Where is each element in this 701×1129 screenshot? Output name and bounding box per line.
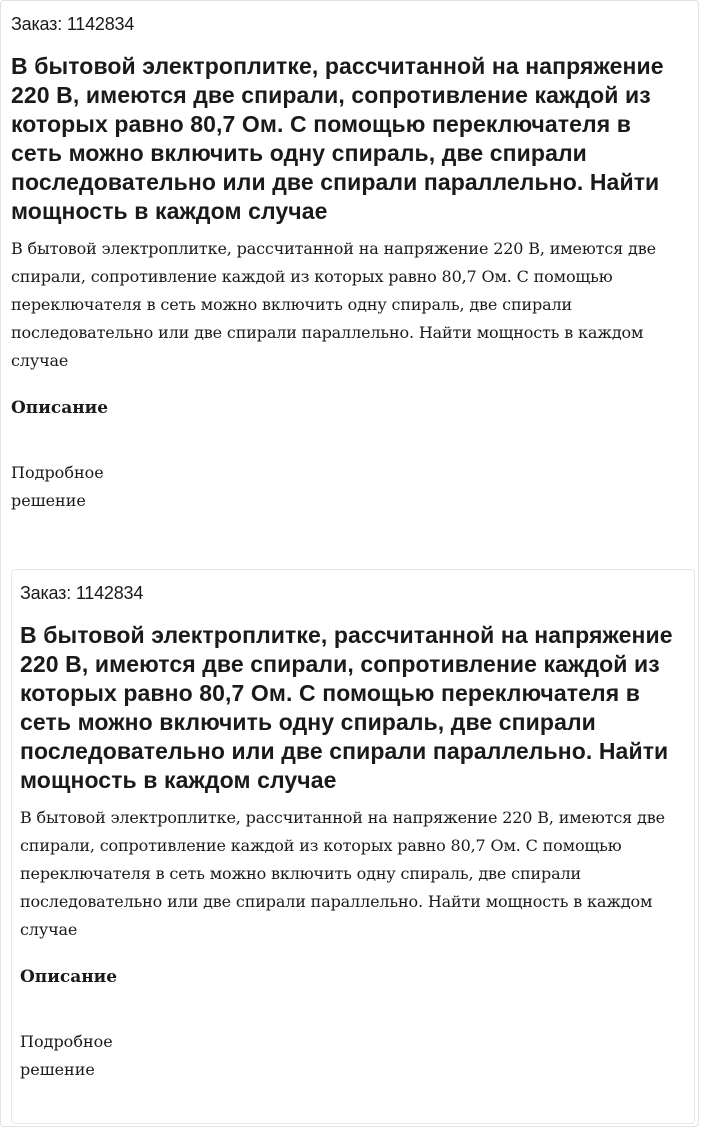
order-number: Заказ: 1142834 (11, 14, 135, 34)
detailed-solution-link[interactable]: Подробное решение (20, 1032, 113, 1079)
task-body: В бытовой электроплитке, рассчитанной на напряжение 220 В, имеются две спирали, сопротивление каждой из которых равно 80,7 Ом. С помощью переключателя в сеть можно включить одну спираль, две спирали последовательно или две спирали параллельно. Найти мощность в каждом случае (20, 808, 665, 939)
task-card-duplicate (11, 569, 695, 1124)
order-number: Заказ: 1142834 (20, 583, 144, 603)
description-heading: Описание (11, 398, 109, 418)
task-card (11, 1, 695, 515)
task-body: В бытовой электроплитке, рассчитанной на напряжение 220 В, имеются две спирали, сопротивление каждой из которых равно 80,7 Ом. С помощью переключателя в сеть можно включить одну спираль, две спирали последовательно или две спирали параллельно. Найти мощность в каждом случае (11, 239, 656, 370)
detailed-solution-link[interactable]: Подробное решение (11, 463, 104, 510)
task-title: В бытовой электроплитке, рассчитанной на напряжение 220 В, имеются две спирали, сопротивление каждой из которых равно 80,7 Ом. С помощью переключателя в сеть можно включить одну спираль, две спирали последовательно или две спирали параллельно. Найти мощность в каждом случае (20, 622, 673, 793)
description-heading: Описание (20, 967, 118, 987)
task-title: В бытовой электроплитке, рассчитанной на напряжение 220 В, имеются две спирали, сопротивление каждой из которых равно 80,7 Ом. С помощью переключателя в сеть можно включить одну спираль, две спирали последовательно или две спирали параллельно. Найти мощность в каждом случае (11, 53, 664, 224)
